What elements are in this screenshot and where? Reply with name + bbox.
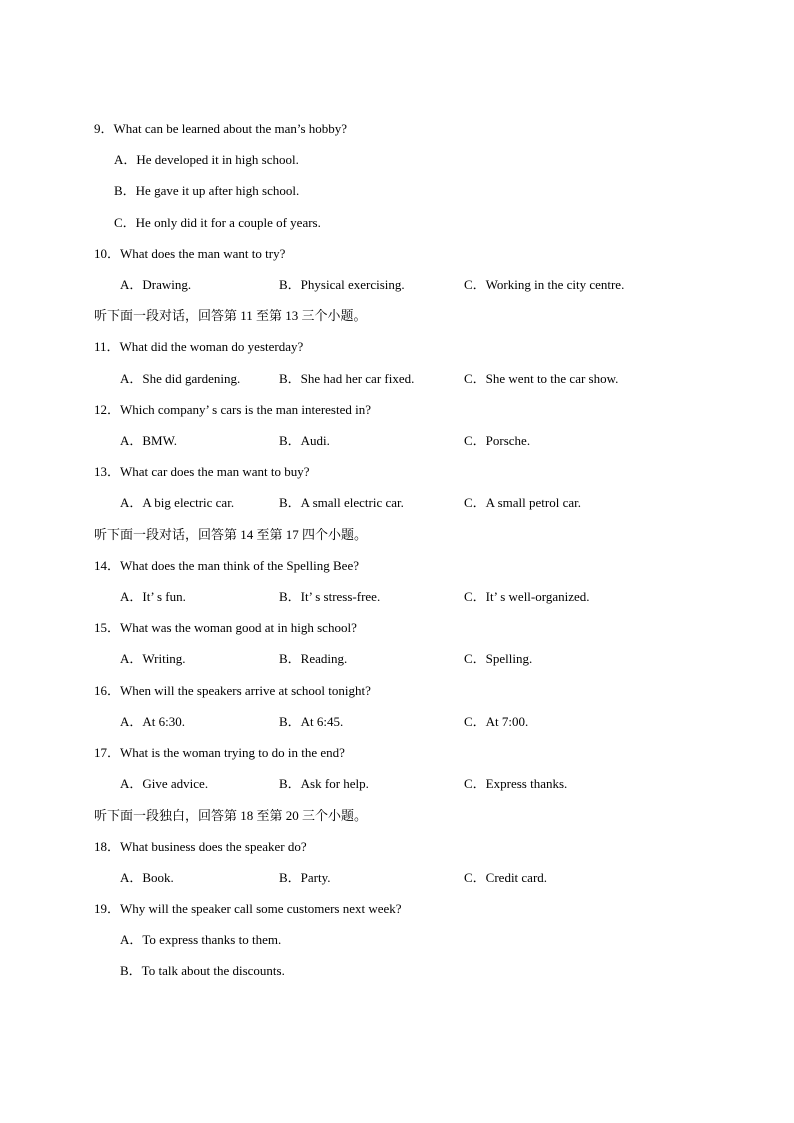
question-15-option-b: B．Reading. [279,651,348,666]
question-11-option-b: B．She had her car fixed. [279,371,415,386]
question-13: 13．What car does the man want to buy? [94,464,310,479]
question-14-option-a: A．It’ s fun. [120,589,186,604]
question-18: 18．What business does the speaker do? [94,839,307,854]
section-instruction-11-13: 听下面一段对话，回答第 11 至第 13 三个小题。 [94,308,367,323]
question-9: 9．What can be learned about the man’s hobby? [94,121,348,136]
question-17: 17．What is the woman trying to do in the end? [94,745,345,760]
question-10-option-c: C．Working in the city centre. [464,277,625,292]
question-19-option-b: B．To talk about the discounts. [120,963,285,978]
question-13-option-b: B．A small electric car. [279,495,404,510]
question-17-option-c: C．Express thanks. [464,776,568,791]
question-14: 14．What does the man think of the Spelling Bee? [94,558,359,573]
question-9-option-a: A．He developed it in high school. [114,152,299,167]
question-14-option-c: C．It’ s well-organized. [464,589,590,604]
question-12-option-c: C．Porsche. [464,433,531,448]
question-18-option-a: A．Book. [120,870,174,885]
question-16-option-b: B．At 6:45. [279,714,344,729]
question-15: 15．What was the woman good at in high school? [94,620,357,635]
question-17-option-a: A．Give advice. [120,776,209,791]
question-11-option-c: C．She went to the car show. [464,371,619,386]
question-12: 12．Which company’ s cars is the man interested in? [94,402,372,417]
question-13-option-a: A．A big electric car. [120,495,235,510]
question-15-option-c: C．Spelling. [464,651,533,666]
question-18-option-c: C．Credit card. [464,870,548,885]
question-9-option-b: B．He gave it up after high school. [114,183,300,198]
question-10-option-a: A．Drawing. [120,277,192,292]
question-17-option-b: B．Ask for help. [279,776,369,791]
question-15-option-a: A．Writing. [120,651,186,666]
question-12-option-b: B．Audi. [279,433,330,448]
question-16: 16．When will the speakers arrive at school tonight? [94,683,371,698]
question-10-option-b: B．Physical exercising. [279,277,405,292]
question-11: 11．What did the woman do yesterday? [94,339,304,354]
question-9-option-c: C．He only did it for a couple of years. [114,215,321,230]
question-19-option-a: A．To express thanks to them. [120,932,282,947]
question-18-option-b: B．Party. [279,870,331,885]
question-14-option-b: B．It’ s stress-free. [279,589,381,604]
question-13-option-c: C．A small petrol car. [464,495,581,510]
question-12-option-a: A．BMW. [120,433,177,448]
section-instruction-14-17: 听下面一段对话，回答第 14 至第 17 四个小题。 [94,527,368,542]
question-16-option-c: C．At 7:00. [464,714,529,729]
question-16-option-a: A．At 6:30. [120,714,186,729]
question-11-option-a: A．She did gardening. [120,371,241,386]
section-instruction-18-20: 听下面一段独白，回答第 18 至第 20 三个小题。 [94,808,368,823]
question-19: 19．Why will the speaker call some customers next week? [94,901,402,916]
question-10: 10．What does the man want to try? [94,246,286,261]
